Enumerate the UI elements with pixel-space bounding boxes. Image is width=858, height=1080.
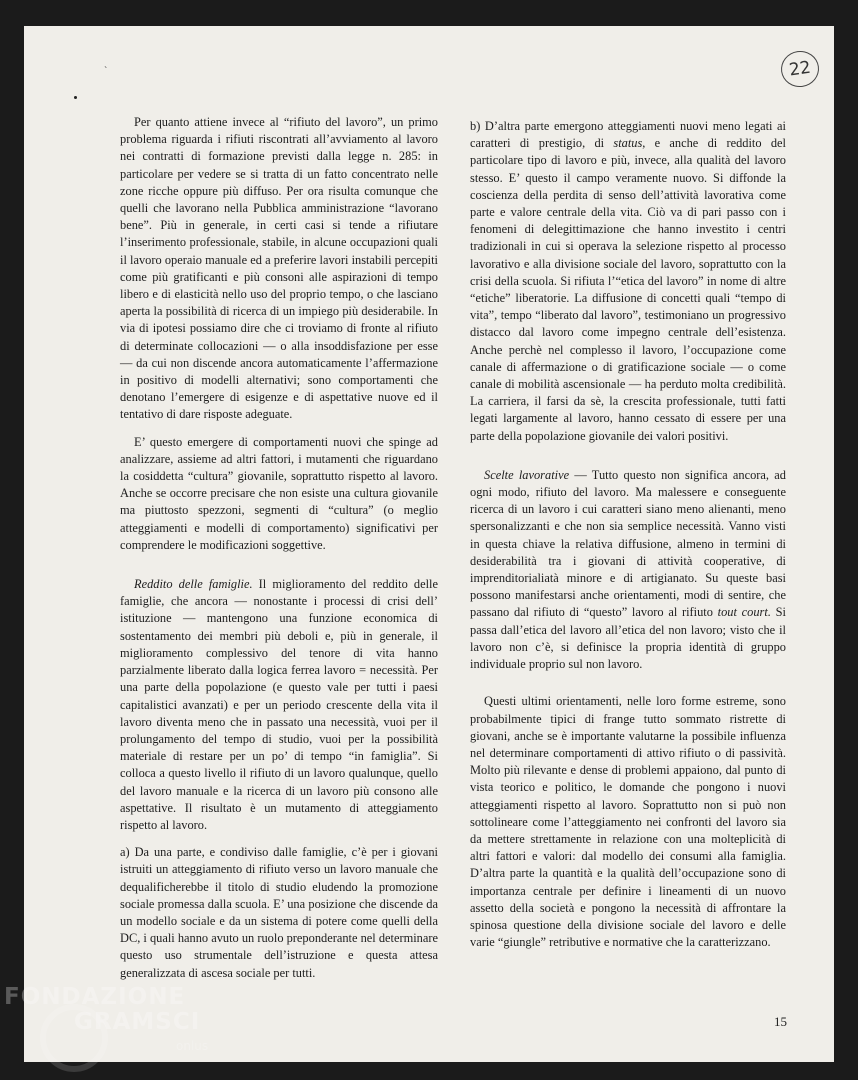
paragraph-point-a: a) Da una parte, e condiviso dalle famiglie, c’è per i giovani istruiti un atteggiamento di rifiuto verso un lavoro manuale che dequalificherebbe il titolo di studio eludendo la promozione sociale promessa dalla scuola. E’ una posizione che discende da un modello sociale e da un sistema di potere come quelli della DC, i quali hanno avuto un ruolo preponderante nel determinare questo uso strumentale dell’istruzione e questa attesa generalizzata di ascesa sociale per tutti. [120, 845, 438, 980]
italic-term: tout court. [717, 605, 771, 620]
archive-stamp [779, 49, 822, 90]
scan-mark: ` [104, 66, 108, 77]
paragraph-text: — Tutto questo non significa ancora, ad ogni modo, rifiuto del lavoro. Ma malessere e conseguente ricerca di un lavoro i cui caratteri siano meno alienanti, meno spersonalizzanti e che non sia semplice necessità. Vanno visti in questa chiave la relativa diffusione, almeno in termini di desiderabilità tra i giovani di attività cooperative, di imprenditorialiatà minore e di artigianato. Su queste basi possono manifestarsi anche orientamenti, modi di sentire, che passano dal rifiuto di “questo” lavoro al rifiuto [470, 467, 786, 620]
paragraph-point-b [470, 118, 786, 445]
watermark-line1: FONDAZIONE [4, 984, 186, 1010]
section-heading: Scelte lavorative [484, 467, 570, 482]
section-heading: Reddito delle famiglie. [134, 577, 253, 592]
paragraph: E’ questo emergere di comportamenti nuovi che spinge ad analizzare, assieme ad altri fattori, i mutamenti che riguardano la cosiddetta “cultura” giovanile, soprattutto rispetto al lavoro. Anche se occorre precisare che non esiste una cultura giovanile ma piuttosto spezzoni, segmenti di “cultura” (o meglio atteggiamenti e modelli di comportamento) significativi per comprendere le modificazioni soggettive. [120, 434, 438, 552]
paragraph-scelte [470, 467, 786, 673]
paragraph-text: Il miglioramento del reddito delle famiglie, che ancora — nonostante i processi di crisi dell’ istituzione — mantengono una funzione economica di sostentamento dei membri più deboli e, più in generale, il miglioramento complessivo del tenore di vita hanno parzialmente liberato dalla logica ferrea lavoro = necessità. Per una parte della popolazione (e questo vale per tutti i paesi capitalistici avanzati) e per un periodo crescente della vita il lavoro diventa meno che in passato una necessità, vuoi per il prolungamento del tempo di studio, vuoi per la possibilità materiale di restare per un po’ di tempo “in famiglia”. Si colloca a questo livello il rifiuto di un lavoro qualunque, quello del lavoro manuale e la ricerca di un lavoro più consono alle aspettative. Il risultato è un mutamento di atteggiamento rispetto al lavoro. [120, 577, 438, 832]
document-page [24, 26, 834, 1062]
left-column [120, 114, 438, 992]
archive-stamp-number: 22 [787, 57, 813, 81]
italic-term: status [613, 136, 643, 151]
paragraph: Questi ultimi orientamenti, nelle loro forme estreme, sono probabilmente tipici di frange tutto sommato ristrette di giovani, anche se è importante valutarne la possibile influenza nel determinare comportamenti di attivo rifiuto o di passività. Molto più rilevante e dense di problemi appaiono, dal punto di vista teorico e politico, le domande che pongono i nuovi atteggiamenti rispetto al lavoro. Soprattutto non si può non sottolineare come l’atteggiamento nei confronti del lavoro sia da mettere strettamente in relazione con una molteplicità di altri fattori e valori: dal modello dei consumi alla famiglia. D’altra parte la quantità e la qualità dell’occupazione sono di importanza centrale per definire i lineamenti di un nuovo assetto della società e pongono la necessità di affrontare la spinosa questione della divisione sociale del lavoro e delle varie “giungle” retributive e normative che la caratterizzano. [470, 694, 786, 950]
watermark-line2: GRAMSCI [74, 1009, 201, 1035]
paragraph-text: b) D’altra parte emergono atteggiamenti nuovi meno legati ai caratteri di prestigio, di [470, 119, 786, 151]
watermark-line3: onlus [176, 1039, 209, 1053]
paragraph-reddito [120, 576, 438, 834]
page-number: 15 [774, 1014, 787, 1029]
paragraph-text: Si passa dall’etica del lavoro all’etica del non lavoro; visto che il lavoro non c’è, si definisce la propria identità di gruppo individuale proprio sul non lavoro. [470, 605, 786, 672]
paragraph-text: , e anche di reddito del particolare tipo di lavoro e più, invece, alla qualità del lavoro stesso. E’ questo il campo veramente nuovo. Si diffonde la coscienza della perdita di senso dell’attività lavorativa come parte e valore centrale della vita. Ciò va di pari passo con i fenomeni di delegittimazione che hanno investito i centri tradizionali in cui si operava la selezione rispetto al processo lavorativo e alla divisione sociale del lavoro, soprattutto con la crisi della scuola. Si rifiuta l’“etica del lavoro” in nome di altre “etiche” liberatorie. La diffusione di concetti quali “tempo di vita”, tempo “liberato dal lavoro”, testimoniano un progressivo distacco dal lavoro come impegno centrale dell’esistenza. Anche perchè nel complesso il lavoro, l’occupazione come canale di affermazione o di gratificazione sociale — o come canale di mobilità ascensionale — ha perduto molta credibilità. La carriera, il farsi da sè, la crescita professionale, tutti fatti legati largamente al lavoro, hanno cessato di essere per una parte della popolazione giovanile dei valori positivi. [470, 136, 786, 443]
paragraph: Per quanto attiene invece al “rifiuto del lavoro”, un primo problema riguarda i rifiuti riscontrati all’avviamento al lavoro nei contratti di formazione previsti dalla legge n. 285: in particolare per vedere se si tratta di un fatto concentrato nelle zone ricche oppure più diffuso. Per ora risulta comunque che quelli che lavorano nella Pubblica amministrazione “lavorano bene”. Più in generale, in certi casi si tende a rifiutare l’inserimento professionale, stabile, in alcune occupazioni quali il lavoro operaio manuale ed a preferire lavori instabili percepiti come più gratificanti e più consoni alle aspirazioni di tempo libero e di elasticità nello uso del proprio tempo, o che lasciano aperta la possibilità di ricerca di un impiego più desiderabile. In via di ipotesi possiamo dire che ci troviamo di fronte al rifiuto di determinate collocazioni — o alla insoddisfazione per esse — da cui non discende ancora automaticamente l’affermazione in positivo di modelli alternativi; sono comportamenti che denotano l’emergere di esigenze e di aspettative nuove ed il tentativo di dare risposte adeguate. [120, 115, 438, 422]
right-column [470, 118, 786, 961]
watermark-logo [4, 986, 208, 1052]
watermark-circle-icon [40, 1004, 108, 1072]
scan-dot [74, 96, 77, 99]
